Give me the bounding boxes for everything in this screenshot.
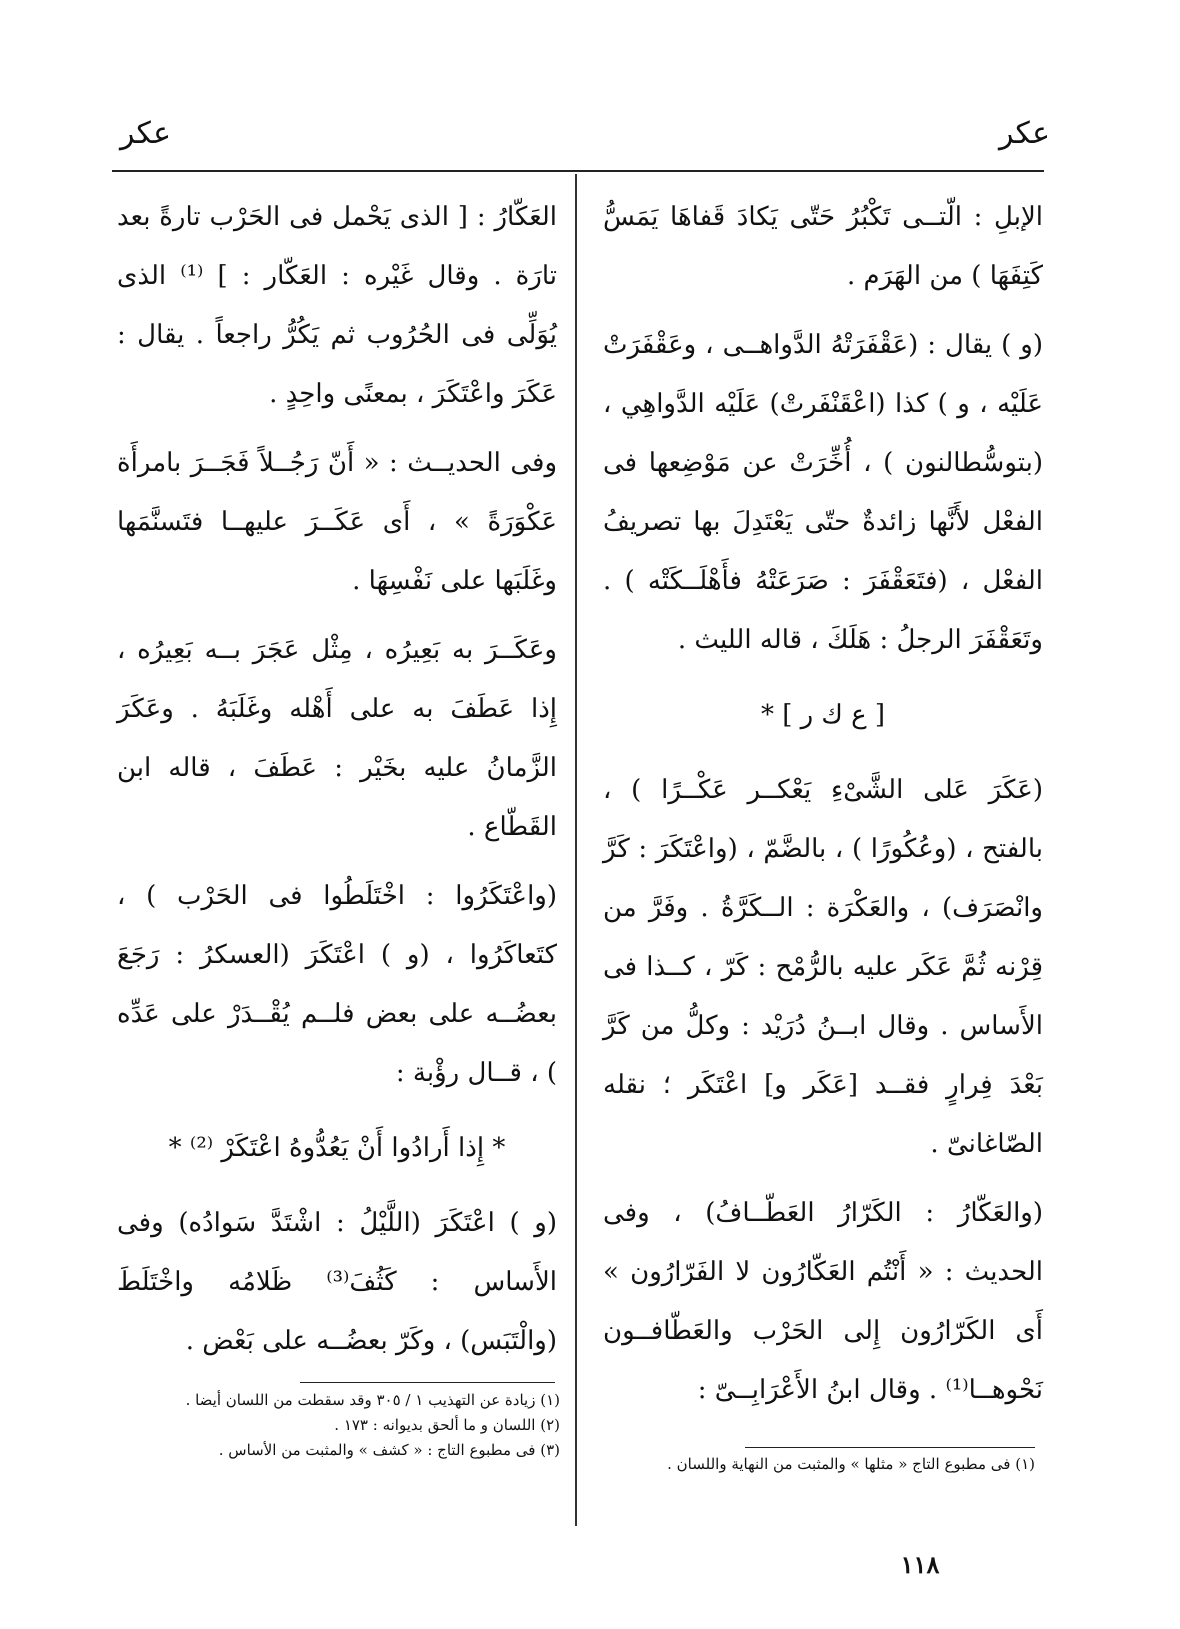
- footnote-rule-right: [745, 1447, 1035, 1448]
- entry-heading: [ ع ك ر ] *: [760, 700, 886, 730]
- footnotes-right: [590, 1452, 1035, 1477]
- paragraph: وفى الحديــث : « أَنّ رَجُــلاً فَجَــرَ بامرأَة عَكْوَرَةً » ، أَى عَكَــرَ عليهــا فتَسنَّمَها وغَلَبَها على نَفْسِهَا .: [117, 448, 557, 596]
- paragraph: (واعْتَكَرُوا : اخْتَلَطُوا فى الحَرْب ) ، كتَعاكَرُوا ، (و ) اعْتَكَرَ (العسكرُ : رَجَعَ بعضُــه على بعض فلــم يُقْــدَرْ على عَدِّه ) ، قــال رؤْبة :: [117, 881, 557, 1088]
- paragraph: وعَكَــرَ به بَعِيرُه ، مِثْل عَجَرَ بــه بَعِيرُه ، إِذا عَطَفَ به على أَهْله وغَلَبَهُ . وعَكَرَ الزَّمانُ عليه بخَيْر : عَطَفَ ، قاله ابن القَطّاع .: [117, 635, 557, 842]
- paragraph: (و ) يقال : (عَقْفَرَتْهُ الدَّواهــى ، وعَقْفَرَتْ عَلَيْه ، و ) كذا (اعْقَنْفَرتْ) عَلَيْه الدَّواهِي ، (بتوسُّطالنون ) ، أُخِّرَتْ عن مَوْضِعها فى الفعْل لأَنَّها زائدةٌ حتّى يَعْتَدِلَ بها تصريفُ الفعْل ، (فتَعَقْفَرَ : صَرَعَتْهُ فأَهْلَــكَتْه ) . وتَعَقْفَرَ الرجلُ : هَلَكَ ، قاله الليث .: [603, 330, 1043, 655]
- verse-line: * إِذا أَرادُوا أَنْ يَعُدُّوهُ اعْتَكَرْ ⁽²⁾ *: [168, 1133, 506, 1163]
- header-rule: [112, 170, 1044, 172]
- paragraph: الإبلِ : الّتــى تَكْبُرُ حَتّى يَكادَ قَفاهَا يَمَسُّ كَتِفَهَا ) من الهَرَم .: [603, 202, 1043, 291]
- paragraph: (والعَكّارُ : الكَرّارُ العَطّــافُ) ، وفى الحديث : « أَنْتُم العَكّارُون لا الفَرّارُون » أَى الكَرّارُون إِلى الحَرْب والعَطّافــون نَحْوهــا⁽¹⁾ . وقال ابنُ الأَعْرَابِــىّ :: [603, 1198, 1043, 1405]
- column-divider: [575, 174, 577, 1526]
- running-head-left: عكر: [120, 116, 172, 151]
- footnote: (١) زيادة عن التهذيب ١ / ٣٠٥ وقد سقطت من اللسان أيضا .: [185, 1391, 560, 1409]
- footnote: (٣) فى مطبوع التاج : « كشف » والمثبت من الأساس .: [218, 1441, 560, 1459]
- right-column: [603, 188, 1043, 1420]
- left-column: [117, 188, 557, 1371]
- footnote: (٢) اللسان و ما ألحق بديوانه : ١٧٣ .: [334, 1416, 560, 1434]
- paragraph: (عَكَرَ عَلى الشَّىْءِ يَعْكــر عَكْــرًا ) ، بالفتح ، (وعُكُورًا ) ، بالضَّمّ ، (واعْتَكَرَ : كَرَّ وانْصَرَف) ، والعَكْرَة : الــكَرَّةُ . وفَرَّ من قِرْنه ثُمَّ عَكَر عليه بالرُّمْح : كَرّ ، كــذا فى الأَساس . وقال ابــنُ دُرَيْد : وكلُّ من كَرَّ بَعْدَ فِرارٍ فقــد [عَكَر و] اعْتَكَر ؛ نقله الصّاغانىّ .: [603, 775, 1043, 1159]
- page-number: ١١٨: [900, 1550, 940, 1579]
- footnote: (١) فى مطبوع التاج « مثلها » والمثبت من النهاية واللسان .: [667, 1455, 1035, 1473]
- paragraph: (و ) اعْتَكَرَ (اللَّيْلُ : اشْتَدَّ سَوادُه) وفى الأَساس : كَثُفَ⁽³⁾ ظَلامُه واخْتَلَطَ (والْتَبَس) ، وكَرّ بعضُــه على بَعْض .: [117, 1208, 557, 1356]
- running-head-right: عكر: [998, 116, 1050, 151]
- footnotes-left: [115, 1388, 560, 1463]
- footnote-rule-left: [300, 1382, 555, 1383]
- paragraph: العَكّارُ : [ الذى يَحْمل فى الحَرْب تارةً بعد تارَة . وقال غَيْره : العَكّار : ] ⁽¹⁾ الذى يُوَلِّى فى الحُرُوب ثم يَكُرُّ راجعاً . يقال : عَكَرَ واعْتَكَرَ ، بمعنًى واحِدٍ .: [117, 202, 558, 409]
